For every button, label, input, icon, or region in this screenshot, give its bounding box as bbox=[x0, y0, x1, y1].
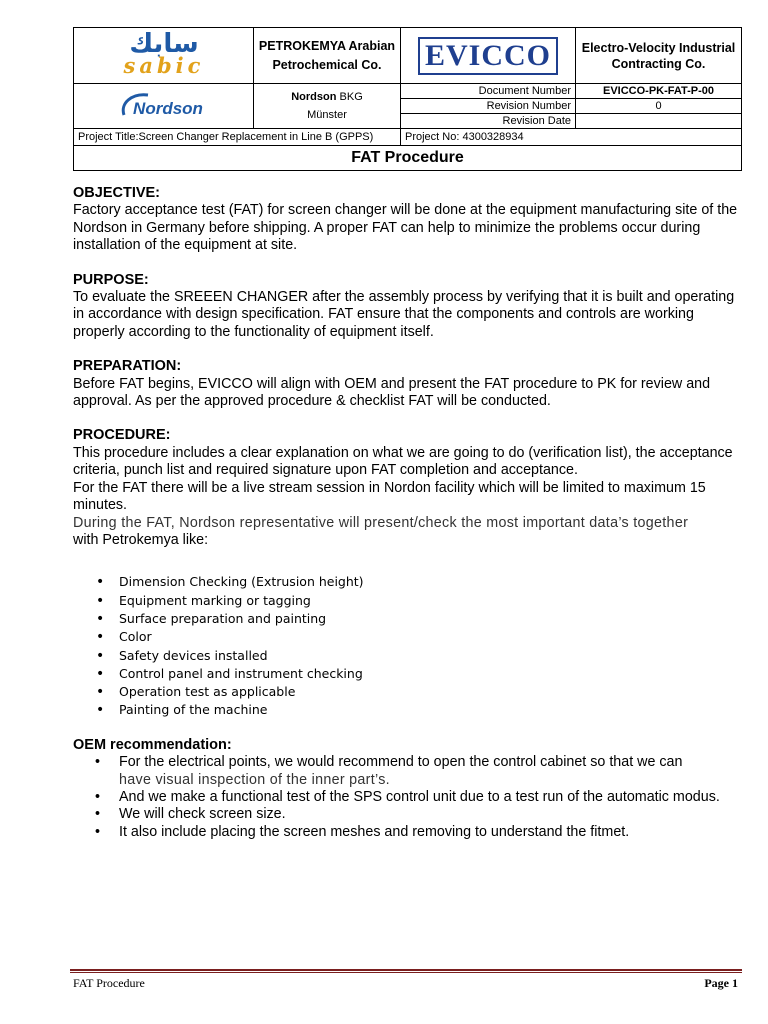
list-item: • Painting of the machine bbox=[73, 701, 743, 719]
sabic-latin-text: sabic bbox=[123, 53, 204, 78]
list-item: • And we make a functional test of the SPS control unit due to a test run of the automatic modus. bbox=[73, 789, 743, 806]
revision-number-label: Revision Number bbox=[401, 99, 576, 114]
footer-title: FAT Procedure bbox=[73, 976, 145, 990]
procedure-text-1: This procedure includes a clear explanation on what we are going to do (verification list), the acceptance criteria, punch list and required signature upon FAT completion and acceptance. bbox=[73, 444, 733, 479]
preparation-heading: PREPARATION: bbox=[73, 358, 182, 375]
objective-section bbox=[73, 185, 743, 255]
document-header-table bbox=[73, 27, 742, 171]
nordson-location: Nordson BKG Münster bbox=[254, 84, 401, 129]
list-item: • Control panel and instrument checking bbox=[73, 665, 743, 683]
footer-divider bbox=[70, 969, 742, 971]
petrokemya-name: PETROKEMYA Arabian Petrochemical Co. bbox=[254, 28, 401, 84]
nordson-logo-text: Nordson bbox=[132, 98, 203, 118]
nordson-logo bbox=[74, 84, 254, 129]
revision-number-value: 0 bbox=[576, 99, 742, 114]
procedure-text-2: For the FAT there will be a live stream session in Nordon facility which will be limited to maximum 15 minutes. bbox=[73, 479, 706, 514]
purpose-section bbox=[73, 272, 743, 342]
oem-section bbox=[73, 737, 743, 841]
list-item: • We will check screen size. bbox=[73, 806, 743, 823]
page-number: Page 1 bbox=[704, 976, 738, 990]
procedure-section bbox=[73, 427, 743, 719]
purpose-heading: PURPOSE: bbox=[73, 271, 149, 288]
objective-text: Factory acceptance test (FAT) for screen changer will be done at the equipment manufacturing site of the Nordson in Germany before shipping. A proper FAT can help to minimize the problems occur during installation of the equipment at site. bbox=[73, 202, 738, 254]
preparation-text: Before FAT begins, EVICCO will align with OEM and present the FAT procedure to PK for review and approval. As per the approved procedure & checklist FAT will be conducted. bbox=[73, 375, 711, 410]
sabic-arabic-text: سابك bbox=[128, 29, 199, 59]
doc-number-label: Document Number bbox=[401, 84, 576, 99]
list-item: • Color bbox=[73, 628, 743, 646]
oem-heading: OEM recommendation: bbox=[73, 736, 232, 753]
procedure-heading: PROCEDURE: bbox=[73, 427, 171, 444]
list-item: • Dimension Checking (Extrusion height) bbox=[73, 573, 743, 591]
preparation-section bbox=[73, 358, 743, 410]
project-number: Project No: 4300328934 bbox=[401, 129, 742, 146]
purpose-text: To evaluate the SREEEN CHANGER after the assembly process by verifying that it is built and operating in accordance with design specification. FAT ensure that the components and controls are working properly according to the functionality of equipment itself. bbox=[73, 289, 735, 340]
procedure-text-3a: During the FAT, Nordson representative will present/check the most important data’s together bbox=[73, 514, 689, 531]
list-item: • Operation test as applicable bbox=[73, 683, 743, 701]
objective-heading: OBJECTIVE: bbox=[73, 185, 161, 201]
document-title: FAT Procedure bbox=[74, 146, 742, 171]
list-item: • Surface preparation and painting bbox=[73, 610, 743, 628]
procedure-text-3b: with Petrokemya like: bbox=[73, 531, 209, 548]
list-item: • It also include placing the screen meshes and removing to understand the fitmet. bbox=[73, 824, 743, 841]
list-item: • Equipment marking or tagging bbox=[73, 592, 743, 610]
oem-recommendations bbox=[73, 754, 743, 841]
document-body bbox=[73, 185, 743, 841]
list-item: • For the electrical points, we would recommend to open the control cabinet so that we can have visual inspection of the inner part’s. bbox=[73, 754, 743, 789]
revision-date-label: Revision Date bbox=[401, 114, 576, 129]
project-title: Project Title:Screen Changer Replacement in Line B (GPPS) bbox=[74, 129, 401, 146]
revision-date-value bbox=[576, 114, 742, 129]
footer-divider-thin bbox=[70, 972, 742, 973]
sabic-logo bbox=[74, 28, 254, 84]
nordson-logo-mark bbox=[114, 87, 214, 123]
evicco-logo: EVICCO bbox=[401, 28, 576, 84]
list-item: • Safety devices installed bbox=[73, 647, 743, 665]
verification-checklist bbox=[73, 573, 743, 719]
evicco-company-name: Electro-Velocity Industrial Contracting Co. bbox=[576, 28, 742, 84]
doc-number-value: EVICCO-PK-FAT-P-00 bbox=[576, 84, 742, 99]
sabic-logo-mark bbox=[76, 28, 252, 78]
